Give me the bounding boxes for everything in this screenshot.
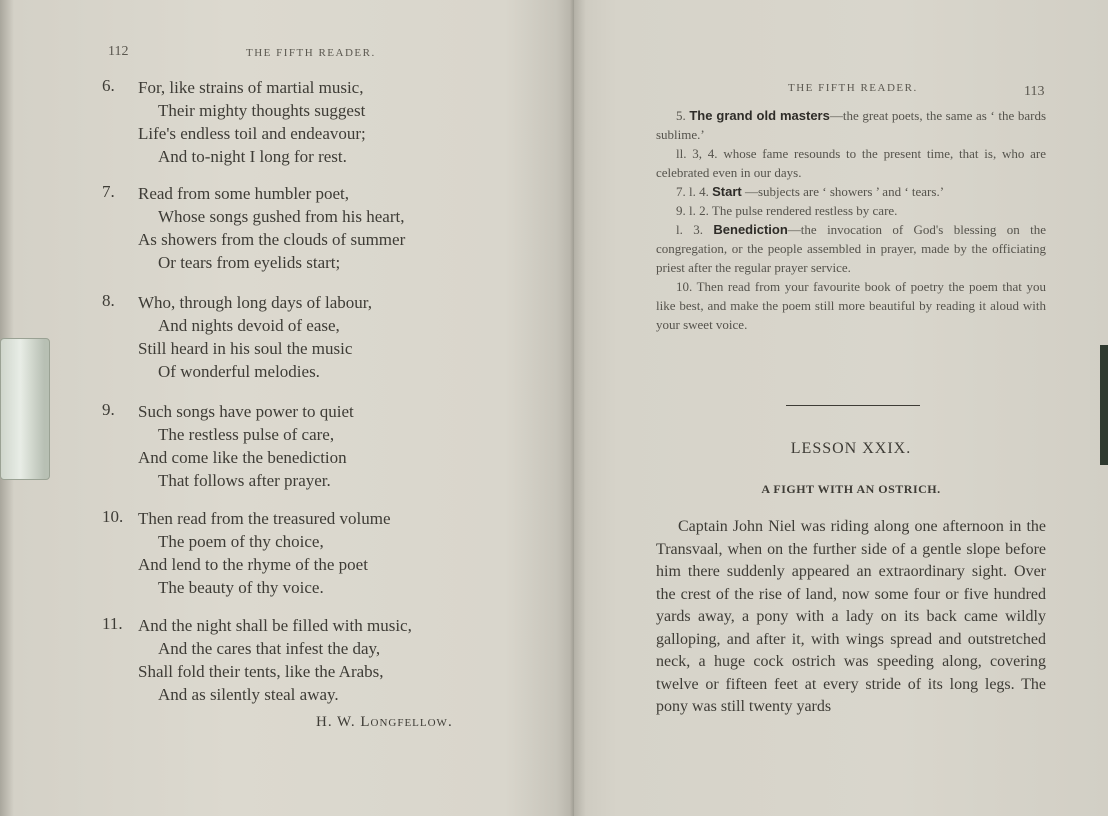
verse-line: That follows after prayer. [158,471,331,490]
verse-line: Life's endless toil and endeavour; [138,124,366,143]
author-surname: Longfellow. [360,714,453,730]
note-ref: 9. l. 2. [676,203,709,218]
verse-line: Then read from the treasured volume [138,509,391,528]
note-ref: l. 3. [676,222,703,237]
note-text: —the great poets, the same as ‘ the bards sublime.’ [656,108,1047,142]
verse-line: Read from some humbler poet, [138,184,350,203]
verse-line: For, like strains of martial music, [138,78,364,97]
page-number-left: 112 [108,44,129,59]
paragraph: Captain John Niel was riding along one afternoon in the Transvaal, when on the further side of a gentle slope before him there suddenly appeared an extraordinary sight. Over the crest of the rise of land, now some four or five hundred yards away, a pony with a lady on its back came wildly galloping, and after it, with wings spread and outstretched neck, a huge cock ostrich was speeding along, covering twelve or fifteen feet at every stride of its long legs. The pony was still twenty yards [656,518,1046,715]
note-term: Benediction [713,222,788,237]
verse-line: The beauty of thy voice. [158,578,324,597]
lesson-heading: LESSON XXIX. [790,440,912,457]
note [656,277,1046,334]
verse-line: The restless pulse of care, [158,425,335,444]
note-text: whose fame resounds to the present time, that is, who are celebrated even in our days. [656,146,1047,180]
verse-line: Their mighty thoughts suggest [158,101,366,120]
verse-line: Who, through long days of labour, [138,293,372,312]
verse-line: And lend to the rhyme of the poet [138,555,368,574]
author-initials: H. W. [316,714,356,730]
poem-attribution [316,714,453,731]
verse-line: Such songs have power to quiet [138,402,354,421]
stanza-number: 9. [102,400,115,419]
note-ref: 5. [676,108,686,123]
right-page [574,0,1108,816]
stanza [102,507,542,599]
stanza [102,400,542,492]
note [656,220,1046,277]
verse-line: And the night shall be filled with music, [138,616,412,635]
note-ref: ll. 3, 4. [676,146,718,161]
stanza [102,182,542,274]
note-term: The grand old masters [689,108,830,123]
stanza [102,76,542,168]
stanza-number: 8. [102,291,115,310]
stanza-number: 11. [102,614,123,633]
page-clip-right [1100,345,1108,465]
note-text: —subjects are ‘ showers ’ and ‘ tears.’ [741,184,945,199]
section-divider [786,405,920,406]
verse-line: Shall fold their tents, like the Arabs, [138,662,384,681]
note-term: Start [712,184,742,199]
verse-line: Whose songs gushed from his heart, [158,207,405,226]
note [656,201,1046,220]
stanza [102,291,542,383]
verse-line: And the cares that infest the day, [158,639,381,658]
running-head-right: THE FIFTH READER. [788,82,918,94]
note [656,106,1046,144]
note-text: Then read from your favourite book of poetry the poem that you like best, and make the poem still more beautiful by reading it aloud with your sweet voice. [656,279,1046,332]
page-number-right: 113 [1024,84,1045,99]
lesson-body [656,516,1046,719]
stanza-number: 10. [102,507,124,526]
running-head-left: THE FIFTH READER. [246,47,376,59]
verse-line: Or tears from eyelids start; [158,253,341,272]
stanza-number: 6. [102,76,115,95]
note-ref: 10. [676,279,693,294]
verse-line: And as silently steal away. [158,685,339,704]
note-text: —the invocation of God's blessing on the congregation, or the people assembled in prayer, made by the officiating priest after the regular prayer service. [656,222,1046,275]
note [656,144,1046,182]
stanza [102,614,542,706]
lesson-title: A FIGHT WITH AN OSTRICH. [761,482,941,496]
verse-line: The poem of thy choice, [158,532,324,551]
verse-line: Still heard in his soul the music [138,339,353,358]
verse-line: As showers from the clouds of summer [138,230,406,249]
lesson-notes [656,106,1046,334]
note [656,182,1046,201]
note-ref: 7. l. 4. [676,184,709,199]
note-text: The pulse rendered restless by care. [711,203,898,218]
verse-line: And to-night I long for rest. [158,147,347,166]
page-clip-left [0,338,50,480]
verse-line: Of wonderful melodies. [158,362,320,381]
stanza-number: 7. [102,182,115,201]
verse-line: And come like the benediction [138,448,347,467]
verse-line: And nights devoid of ease, [158,316,340,335]
